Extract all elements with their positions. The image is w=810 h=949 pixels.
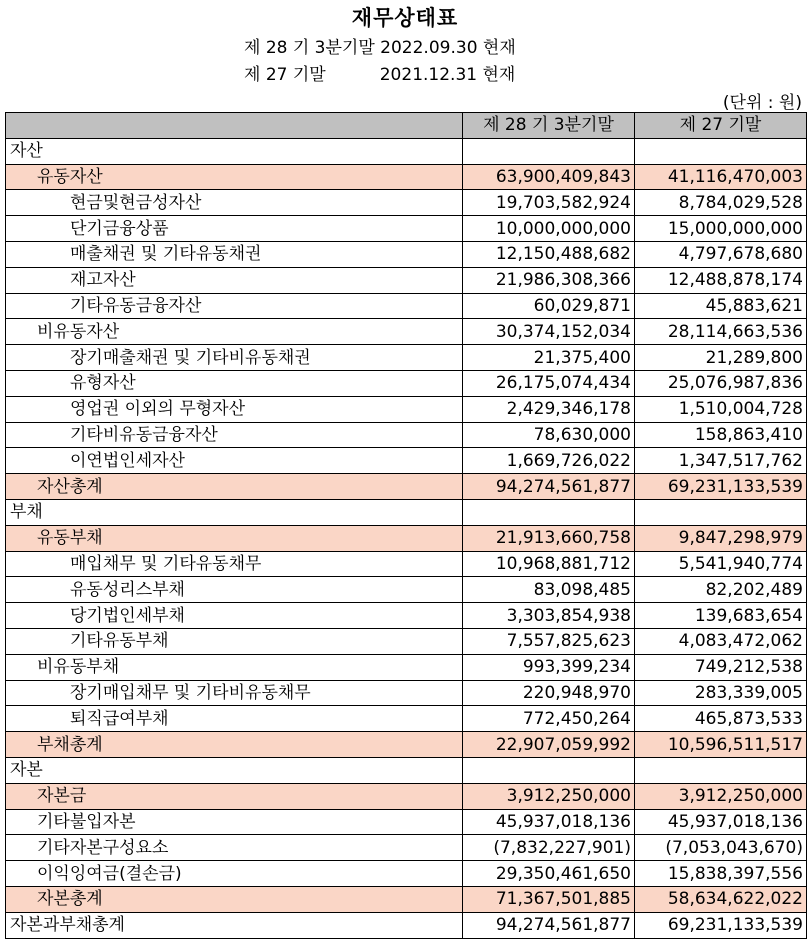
current-period-value: 19,703,582,924 — [463, 190, 635, 216]
table-row — [6, 474, 807, 500]
prior-period-value: 1,510,004,728 — [635, 396, 807, 422]
current-period-value: 993,399,234 — [463, 654, 635, 680]
current-period-value: 71,367,501,885 — [463, 886, 635, 912]
account-label: 자산총계 — [6, 474, 463, 500]
account-label: 이익잉여금(결손금) — [6, 861, 463, 887]
table-row — [6, 293, 807, 319]
prior-period-value: 10,596,511,517 — [635, 732, 807, 758]
balance-sheet-table — [5, 112, 807, 939]
prior-period-value: 69,231,133,539 — [635, 474, 807, 500]
current-period-value: 78,630,000 — [463, 422, 635, 448]
current-period-value: 772,450,264 — [463, 706, 635, 732]
account-label: 유동자산 — [6, 164, 463, 190]
table-row — [6, 603, 807, 629]
prior-period-value: 4,797,678,680 — [635, 241, 807, 267]
account-label: 단기금융상품 — [6, 216, 463, 242]
prior-period-value: 139,683,654 — [635, 603, 807, 629]
prior-period-value: 5,541,940,774 — [635, 551, 807, 577]
table-row — [6, 190, 807, 216]
account-label: 유형자산 — [6, 370, 463, 396]
header-prior-period: 제 27 기말 — [635, 113, 807, 139]
account-label: 영업권 이외의 무형자산 — [6, 396, 463, 422]
prior-period-value: 12,488,878,174 — [635, 267, 807, 293]
current-period-value: 3,303,854,938 — [463, 603, 635, 629]
prior-period-value: 45,937,018,136 — [635, 809, 807, 835]
table-row — [6, 138, 807, 164]
prior-period-value: 465,873,533 — [635, 706, 807, 732]
table-row — [6, 861, 807, 887]
prior-period-value: 283,339,005 — [635, 680, 807, 706]
account-label: 퇴직급여부채 — [6, 706, 463, 732]
account-label: 이연법인세자산 — [6, 448, 463, 474]
table-row — [6, 370, 807, 396]
current-period-value: 1,669,726,022 — [463, 448, 635, 474]
account-label: 재고자산 — [6, 267, 463, 293]
current-period-value: 3,912,250,000 — [463, 783, 635, 809]
table-row — [6, 809, 807, 835]
account-label: 자본금 — [6, 783, 463, 809]
prior-period-value: 25,076,987,836 — [635, 370, 807, 396]
prior-period-value: 158,863,410 — [635, 422, 807, 448]
prior-period-value — [635, 499, 807, 525]
current-period-value — [463, 757, 635, 783]
header-current-period: 제 28 기 3분기말 — [463, 113, 635, 139]
current-period-value: 12,150,488,682 — [463, 241, 635, 267]
table-row — [6, 912, 807, 938]
table-body — [6, 138, 807, 938]
table-row — [6, 577, 807, 603]
account-label: 자산 — [6, 138, 463, 164]
table-row — [6, 757, 807, 783]
table-row — [6, 835, 807, 861]
table-row — [6, 680, 807, 706]
current-period-value — [463, 499, 635, 525]
prior-period-value: 82,202,489 — [635, 577, 807, 603]
current-period-value: 21,986,308,366 — [463, 267, 635, 293]
prior-period-value: 69,231,133,539 — [635, 912, 807, 938]
table-row — [6, 654, 807, 680]
account-label: 비유동부채 — [6, 654, 463, 680]
current-period-value: 94,274,561,877 — [463, 912, 635, 938]
account-label: 부채총계 — [6, 732, 463, 758]
current-period-value: 10,968,881,712 — [463, 551, 635, 577]
prior-period-value: 41,116,470,003 — [635, 164, 807, 190]
current-period-value: (7,832,227,901) — [463, 835, 635, 861]
current-period-value: 29,350,461,650 — [463, 861, 635, 887]
prior-period-value: 749,212,538 — [635, 654, 807, 680]
account-label: 매출채권 및 기타유동채권 — [6, 241, 463, 267]
table-row — [6, 241, 807, 267]
prior-period-value: (7,053,043,670) — [635, 835, 807, 861]
table-row — [6, 319, 807, 345]
account-label: 기타유동금융자산 — [6, 293, 463, 319]
table-row — [6, 525, 807, 551]
account-label: 장기매입채무 및 기타비유동채무 — [6, 680, 463, 706]
table-row — [6, 164, 807, 190]
prior-period-value: 15,000,000,000 — [635, 216, 807, 242]
current-period-value: 26,175,074,434 — [463, 370, 635, 396]
prior-period-value: 9,847,298,979 — [635, 525, 807, 551]
account-label: 기타유동부채 — [6, 628, 463, 654]
table-row — [6, 732, 807, 758]
period-prior: 제 27 기말 2021.12.31 현재 — [244, 65, 516, 85]
header-account — [6, 113, 463, 139]
account-label: 기타비유동금융자산 — [6, 422, 463, 448]
current-period-value: 60,029,871 — [463, 293, 635, 319]
table-row — [6, 267, 807, 293]
current-period-value: 94,274,561,877 — [463, 474, 635, 500]
prior-period-value — [635, 138, 807, 164]
account-label: 유동부채 — [6, 525, 463, 551]
unit-label: (단위 : 원) — [722, 93, 802, 113]
table-row — [6, 706, 807, 732]
account-label: 현금및현금성자산 — [6, 190, 463, 216]
account-label: 부채 — [6, 499, 463, 525]
account-label: 유동성리스부채 — [6, 577, 463, 603]
document-title: 재무상태표 — [351, 6, 459, 30]
current-period-value: 21,375,400 — [463, 345, 635, 371]
account-label: 자본 — [6, 757, 463, 783]
current-period-value — [463, 138, 635, 164]
table-row — [6, 886, 807, 912]
current-period-value: 22,907,059,992 — [463, 732, 635, 758]
prior-period-value — [635, 757, 807, 783]
account-label: 자본과부채총계 — [6, 912, 463, 938]
current-period-value: 63,900,409,843 — [463, 164, 635, 190]
table-header-row — [6, 113, 807, 139]
table-row — [6, 396, 807, 422]
current-period-value: 10,000,000,000 — [463, 216, 635, 242]
prior-period-value: 3,912,250,000 — [635, 783, 807, 809]
current-period-value: 7,557,825,623 — [463, 628, 635, 654]
prior-period-value: 45,883,621 — [635, 293, 807, 319]
current-period-value: 220,948,970 — [463, 680, 635, 706]
table-row — [6, 628, 807, 654]
table-row — [6, 422, 807, 448]
table-row — [6, 448, 807, 474]
prior-period-value: 4,083,472,062 — [635, 628, 807, 654]
table-row — [6, 499, 807, 525]
table-row — [6, 783, 807, 809]
account-label: 기타불입자본 — [6, 809, 463, 835]
account-label: 장기매출채권 및 기타비유동채권 — [6, 345, 463, 371]
period-current: 제 28 기 3분기말 2022.09.30 현재 — [244, 38, 516, 58]
prior-period-value: 28,114,663,536 — [635, 319, 807, 345]
current-period-value: 2,429,346,178 — [463, 396, 635, 422]
table-row — [6, 216, 807, 242]
table-row — [6, 345, 807, 371]
account-label: 매입채무 및 기타유동채무 — [6, 551, 463, 577]
current-period-value: 30,374,152,034 — [463, 319, 635, 345]
current-period-value: 45,937,018,136 — [463, 809, 635, 835]
prior-period-value: 15,838,397,556 — [635, 861, 807, 887]
current-period-value: 83,098,485 — [463, 577, 635, 603]
current-period-value: 21,913,660,758 — [463, 525, 635, 551]
account-label: 비유동자산 — [6, 319, 463, 345]
prior-period-value: 21,289,800 — [635, 345, 807, 371]
table-row — [6, 551, 807, 577]
prior-period-value: 1,347,517,762 — [635, 448, 807, 474]
prior-period-value: 8,784,029,528 — [635, 190, 807, 216]
prior-period-value: 58,634,622,022 — [635, 886, 807, 912]
account-label: 기타자본구성요소 — [6, 835, 463, 861]
account-label: 자본총계 — [6, 886, 463, 912]
account-label: 당기법인세부채 — [6, 603, 463, 629]
